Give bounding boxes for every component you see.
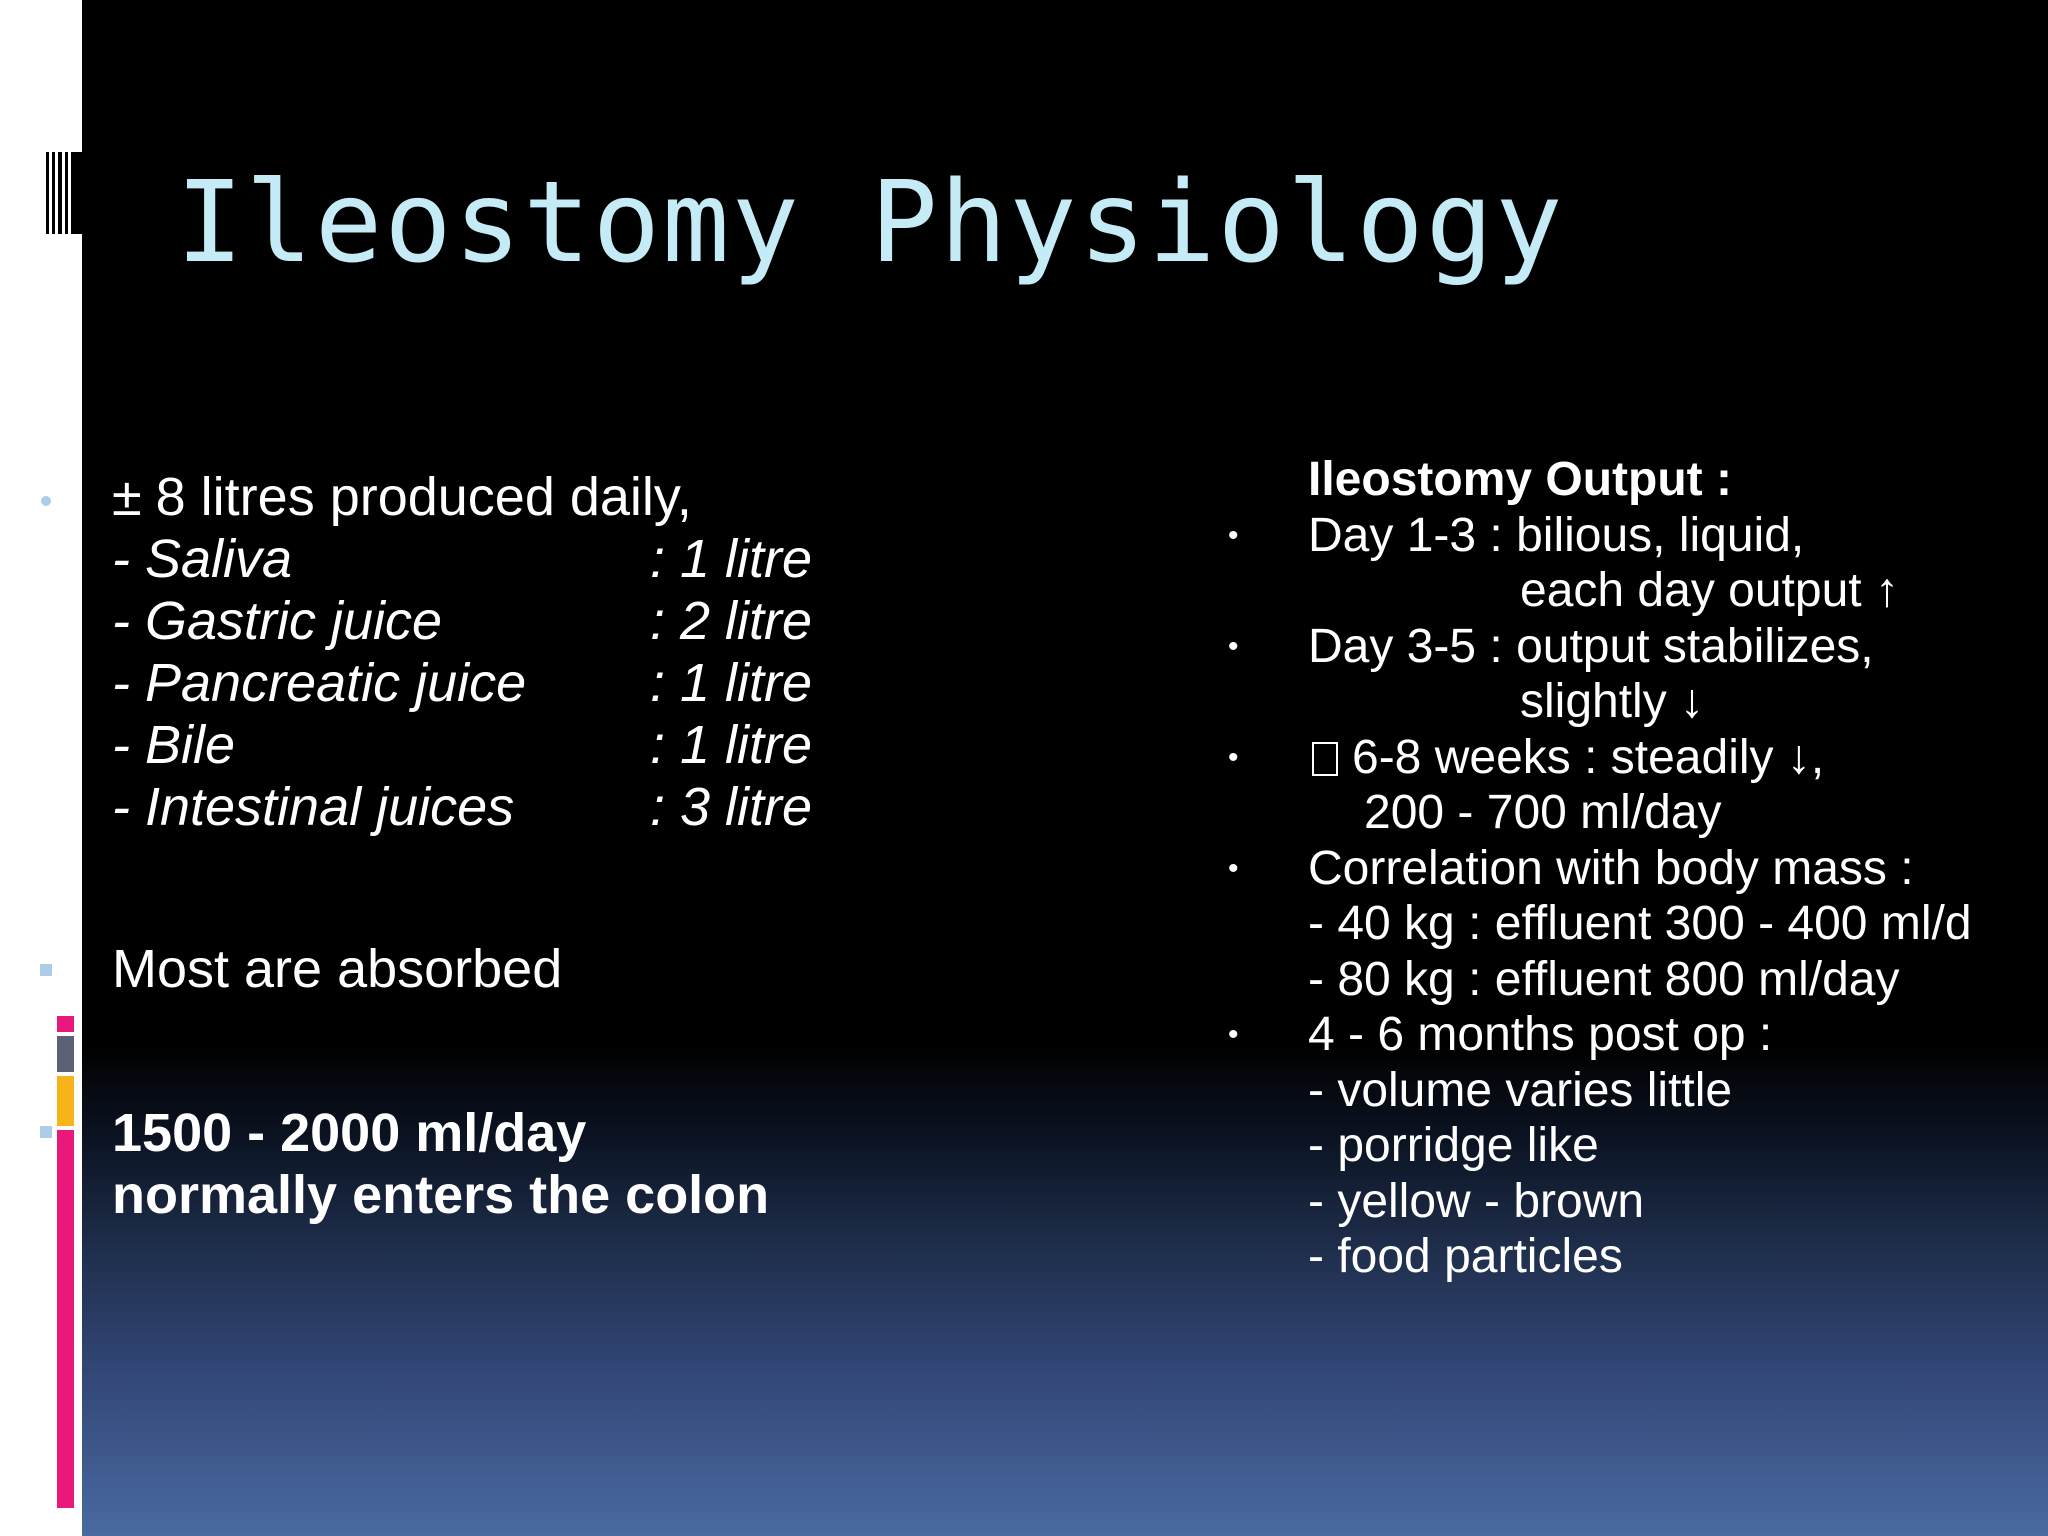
juice-row	[112, 714, 813, 776]
colon-entry-volume: 1500 - 2000 ml/day	[112, 1103, 587, 1163]
accent-bar-pink-small	[57, 1016, 74, 1032]
output-text: each day output ↑	[1520, 564, 1899, 617]
output-text: Correlation with body mass :	[1308, 841, 1914, 895]
intro-text: 8 litres produced daily,	[155, 467, 692, 527]
juice-amount: : 3 litre	[650, 777, 813, 837]
bullet-icon: •	[1228, 518, 1239, 552]
juice-amount: : 2 litre	[650, 591, 813, 651]
plus-minus-symbol: ±	[112, 467, 142, 527]
decorative-bars	[46, 152, 82, 234]
output-text: 6-8 weeks : steadily ↓,	[1352, 730, 1825, 784]
juice-amount: : 1 litre	[650, 653, 813, 713]
bullet-marker	[40, 964, 52, 976]
juice-row	[112, 590, 813, 652]
output-text: - volume varies little	[1308, 1063, 1733, 1117]
accent-bar-gray	[57, 1036, 74, 1072]
juice-name: - Intestinal juices	[112, 777, 515, 837]
bullet-icon: •	[1228, 740, 1239, 774]
juice-row	[112, 776, 813, 838]
output-text: - 80 kg : effluent 800 ml/day	[1308, 952, 1900, 1006]
bullet-marker	[40, 1126, 52, 1138]
juice-amount: : 1 litre	[650, 715, 813, 775]
output-text: Day 3-5 : output stabilizes,	[1308, 619, 1874, 673]
bullet-icon: •	[1228, 629, 1239, 663]
slide-title: Ileostomy Physiology	[176, 158, 1565, 288]
output-text: - food particles	[1308, 1230, 1623, 1283]
accent-bar-yellow	[57, 1076, 74, 1126]
left-column	[112, 466, 813, 838]
juice-name: - Pancreatic juice	[112, 653, 527, 713]
juice-row	[112, 528, 813, 590]
output-text: - yellow - brown	[1308, 1174, 1645, 1228]
juice-amount: : 1 litre	[650, 529, 813, 589]
bullet-marker	[41, 496, 51, 506]
bullet-icon: •	[1228, 851, 1239, 885]
output-text: Day 1-3 : bilious, liquid,	[1308, 508, 1805, 562]
colon-entry-label: normally enters the colon	[112, 1165, 770, 1225]
juice-name: - Saliva	[112, 529, 293, 589]
output-heading: Ileostomy Output :	[1308, 453, 1732, 506]
output-text: - 40 kg : effluent 300 - 400 ml/d	[1308, 897, 1972, 950]
output-text: slightly ↓	[1520, 675, 1705, 728]
juice-name: - Gastric juice	[112, 591, 443, 651]
output-text-wrap	[1312, 730, 1824, 786]
juice-name: - Bile	[112, 715, 236, 775]
output-text: 4 - 6 months post op :	[1308, 1008, 1773, 1061]
missing-glyph-icon	[1312, 742, 1338, 776]
output-text: 200 - 700 ml/day	[1364, 786, 1722, 839]
juice-row	[112, 652, 813, 714]
colon-entry-text	[112, 1102, 769, 1226]
accent-bar-pink	[57, 1130, 74, 1508]
absorbed-text: Most are absorbed	[112, 939, 563, 999]
bullet-icon: •	[1228, 1018, 1239, 1051]
intro-line	[112, 466, 692, 528]
output-text: - porridge like	[1308, 1119, 1599, 1172]
